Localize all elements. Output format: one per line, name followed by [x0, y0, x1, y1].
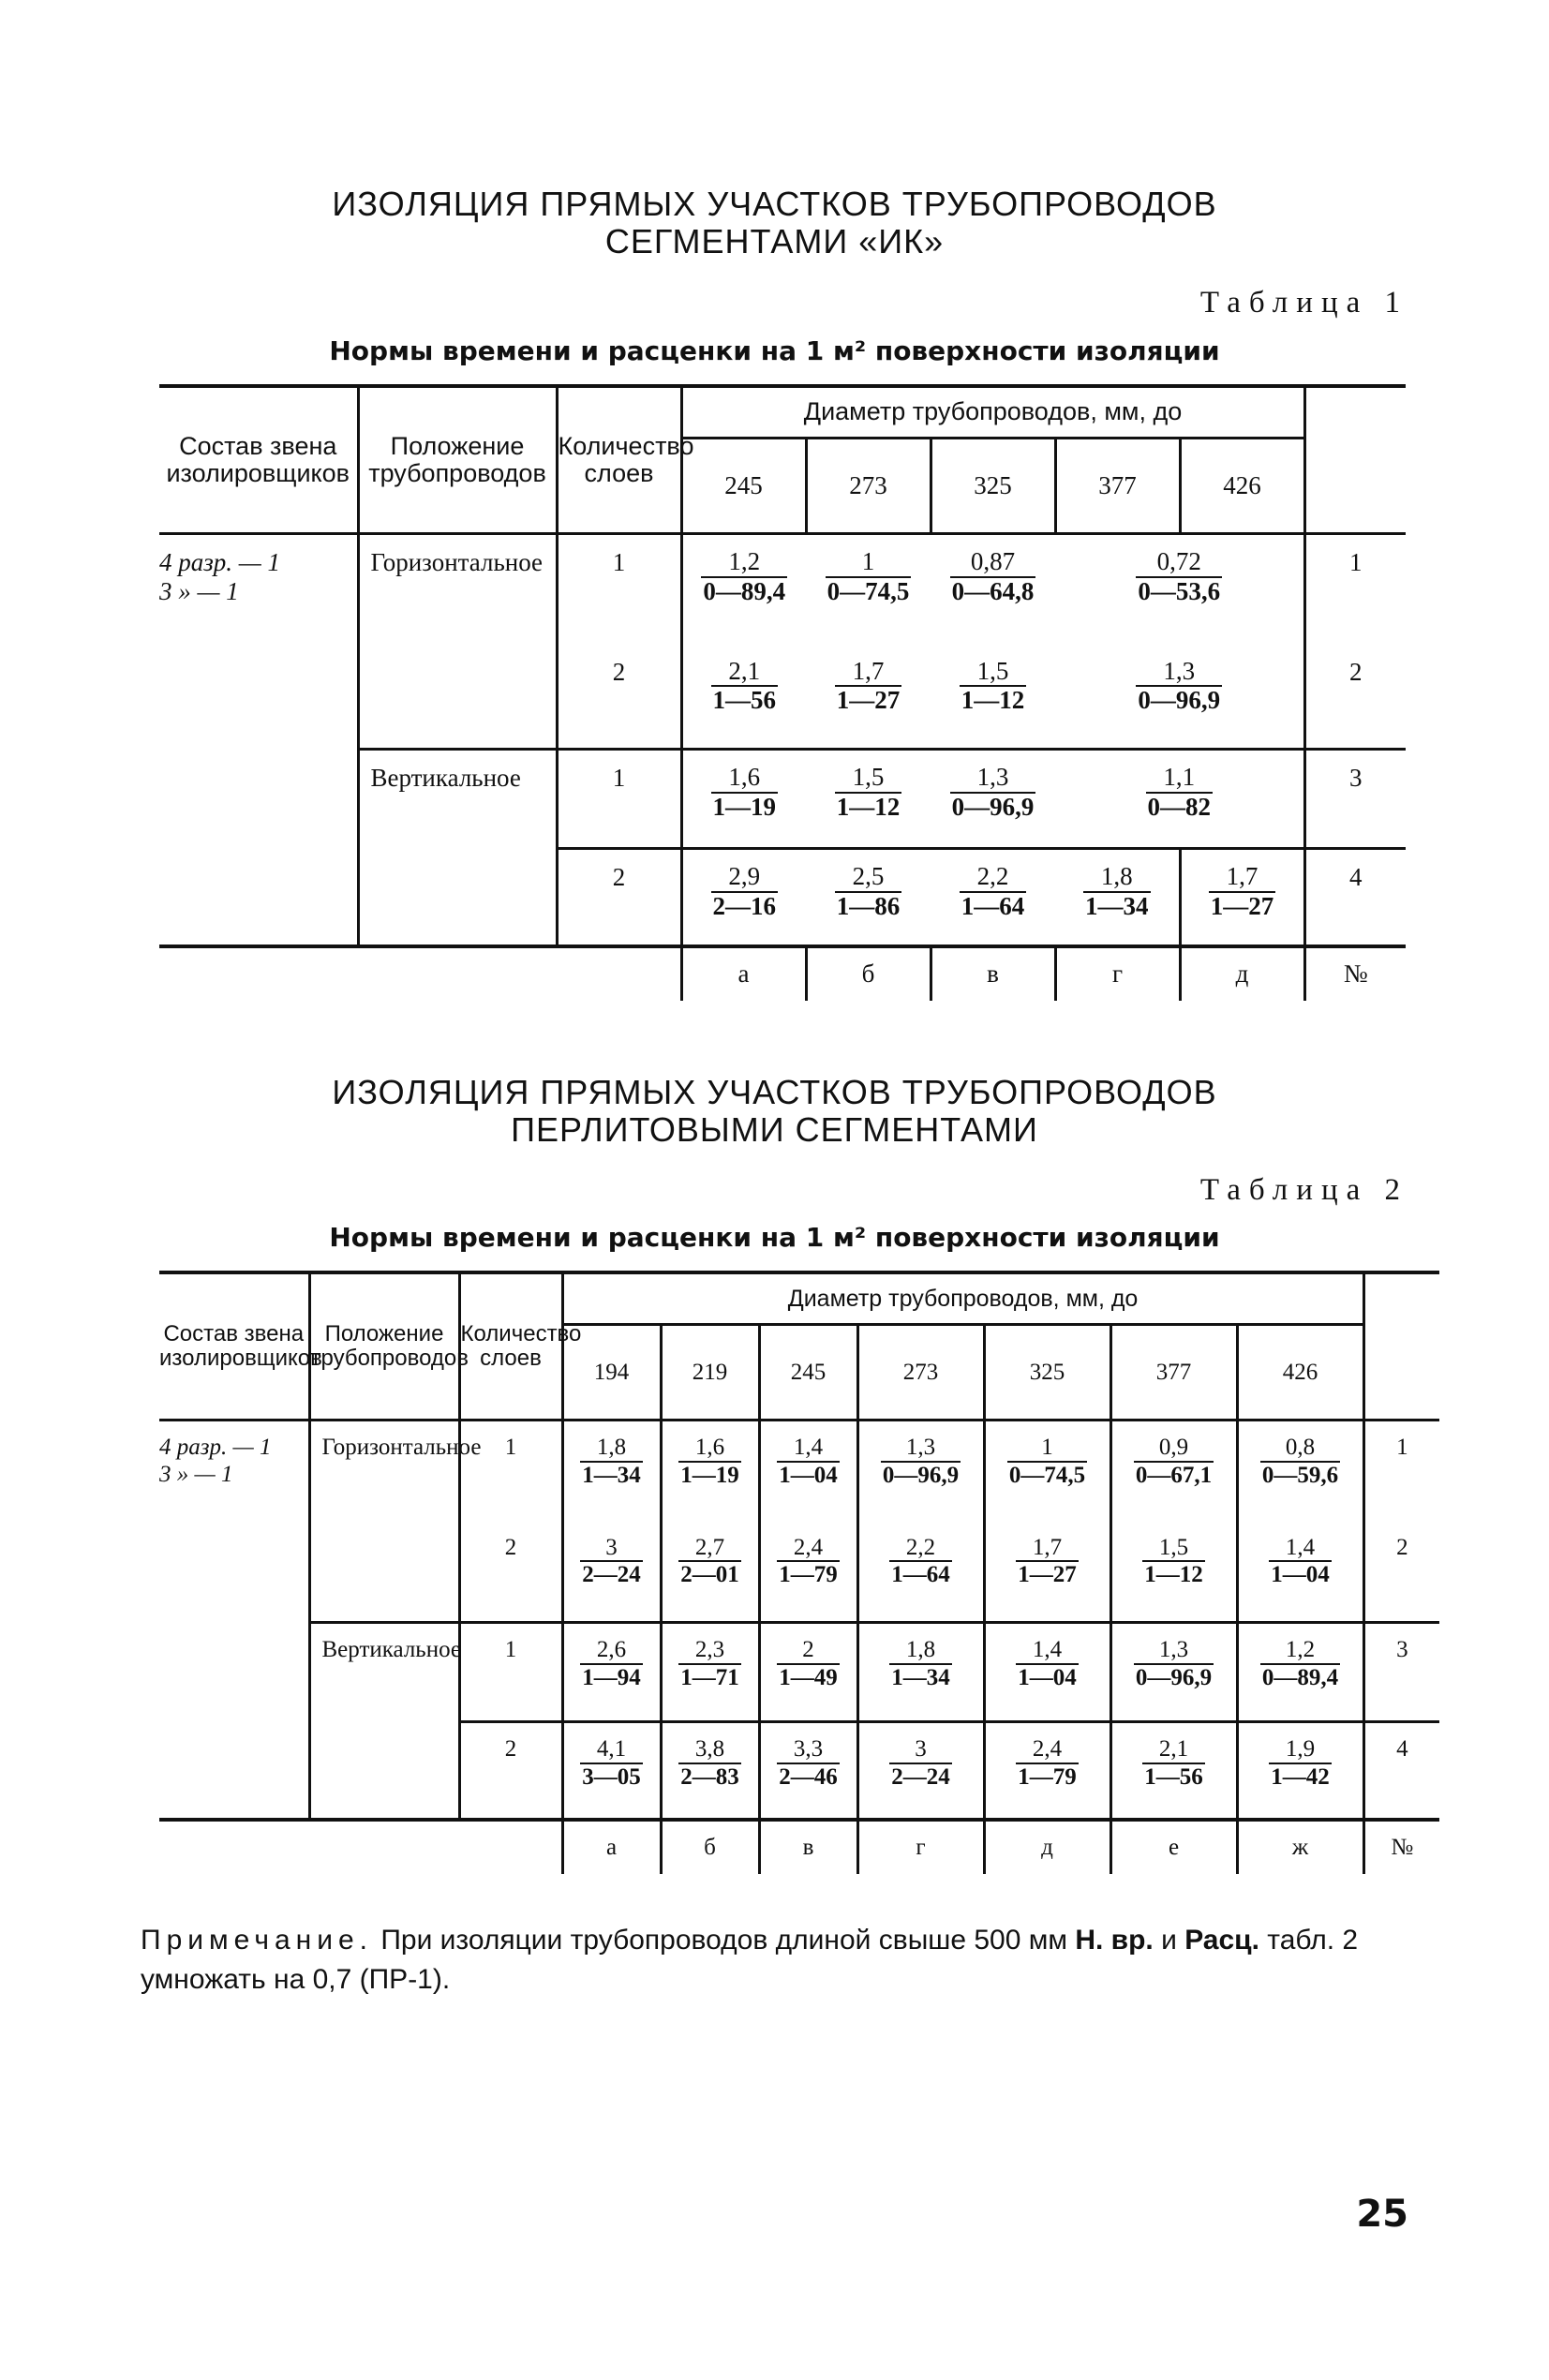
- t1-header-diameter: Диаметр трубопроводов, мм, до: [681, 386, 1304, 439]
- t1-row1-number: 1: [1349, 548, 1363, 576]
- t1-r2-v: $\frac{1,5}{1—12}$: [931, 645, 1055, 750]
- t2-row4-layers: 2: [459, 1722, 562, 1820]
- t1-letter-g: г: [1055, 946, 1180, 1001]
- table1: [159, 384, 1406, 1001]
- t1-crew-line2: 3 » — 1: [159, 577, 239, 606]
- t1-diam-325: 325: [931, 439, 1055, 534]
- t2-diam-219: 219: [661, 1325, 759, 1421]
- footnote-bold-norm: Н. вр.: [1075, 1925, 1154, 1956]
- t1-diam-245: 245: [681, 439, 806, 534]
- table2: [159, 1271, 1439, 1874]
- table2-label: Таблица 2: [1199, 1173, 1408, 1207]
- t2-r3-g: $\frac{1,8}{1—34}$: [857, 1623, 984, 1722]
- t1-row2-layers: 2: [557, 645, 681, 750]
- t2-r2-e: $\frac{1,5}{1—12}$: [1110, 1522, 1237, 1623]
- t2-row1-layers: 1: [459, 1421, 562, 1522]
- t1-position-vertical: Вертикальное: [358, 750, 557, 946]
- footnote-bold-rate: Расц.: [1184, 1925, 1259, 1956]
- t2-r3-a: $\frac{2,6}{1—94}$: [562, 1623, 661, 1722]
- t2-row1-number: 1: [1396, 1435, 1408, 1460]
- t1-header-position: Положение трубопроводов: [358, 386, 557, 534]
- t1-letter-number: №: [1343, 959, 1368, 988]
- t2-letter-g: г: [857, 1820, 984, 1874]
- t1-r2-gd: $\frac{1,3}{0—96,9}$: [1055, 645, 1304, 750]
- t1-r1-v: $\frac{0,87}{0—64,8}$: [951, 547, 1035, 605]
- t2-r4-b: $\frac{3,8}{2—83}$: [661, 1722, 759, 1820]
- t1-r3-a: $\frac{1,6}{1—19}$: [681, 750, 806, 849]
- t2-header-blank: [1363, 1272, 1439, 1421]
- t2-r1-a: $\frac{1,8}{1—34}$: [562, 1421, 661, 1522]
- t1-r2-b: $\frac{1,7}{1—27}$: [806, 645, 931, 750]
- t2-r1-g: $\frac{1,3}{0—96,9}$: [857, 1421, 984, 1522]
- t1-r1-a: $\frac{1,2}{0—89,4}$: [703, 547, 786, 605]
- footnote-text-c: табл. 2 умножать на 0,7 (ПР-1).: [141, 1925, 1359, 1995]
- t2-r1-e: $\frac{0,9}{0—67,1}$: [1110, 1421, 1237, 1522]
- t2-row2-number: 2: [1363, 1522, 1439, 1623]
- t2-r4-d: $\frac{2,4}{1—79}$: [984, 1722, 1110, 1820]
- t1-letter-b: б: [806, 946, 931, 1001]
- t2-letter-zh: ж: [1237, 1820, 1363, 1874]
- t2-r3-v: $\frac{2}{1—49}$: [759, 1623, 857, 1722]
- t2-diam-325: 325: [984, 1325, 1110, 1421]
- footnote: [141, 1921, 1415, 2000]
- t2-header-layers: Количество слоев: [459, 1272, 562, 1421]
- t2-header-crew: Состав звена изолировщиков: [159, 1272, 309, 1421]
- t1-r4-d: $\frac{1,7}{1—27}$: [1180, 849, 1304, 946]
- section1-title-line2: СЕГМЕНТАМИ «ИК»: [604, 222, 945, 260]
- t2-header-position: Положение трубопроводов: [309, 1272, 459, 1421]
- t2-letter-number: №: [1391, 1834, 1414, 1860]
- t1-row3-layers: 1: [557, 750, 681, 849]
- t1-r4-g: $\frac{1,8}{1—34}$: [1055, 849, 1180, 946]
- t2-crew-line1: 4 разр. — 1: [159, 1435, 272, 1460]
- t2-header-diameter: Диаметр трубопроводов, мм, до: [562, 1272, 1363, 1325]
- t2-r1-d: $\frac{1}{0—74,5}$: [984, 1421, 1110, 1522]
- t1-crew: [159, 534, 358, 946]
- t2-letters-blank: [159, 1820, 562, 1874]
- t2-r4-a: $\frac{4,1}{3—05}$: [562, 1722, 661, 1820]
- t2-crew: [159, 1421, 309, 1820]
- t1-r3-b: $\frac{1,5}{1—12}$: [806, 750, 931, 849]
- t2-r4-g: $\frac{3}{2—24}$: [857, 1722, 984, 1820]
- t1-r3-gd: $\frac{1,1}{0—82}$: [1055, 750, 1304, 849]
- t2-r3-zh: $\frac{1,2}{0—89,4}$: [1237, 1623, 1363, 1722]
- t2-r2-d: $\frac{1,7}{1—27}$: [984, 1522, 1110, 1623]
- t1-letter-a: а: [681, 946, 806, 1001]
- footnote-text-b: и: [1153, 1925, 1185, 1956]
- t2-row2-layers: 2: [459, 1522, 562, 1623]
- table1-label: Таблица 1: [1199, 286, 1408, 320]
- t2-position-vertical: Вертикальное: [309, 1623, 459, 1820]
- t1-row2-number: 2: [1304, 645, 1406, 750]
- t2-diam-194: 194: [562, 1325, 661, 1421]
- section2-title-line1: ИЗОЛЯЦИЯ ПРЯМЫХ УЧАСТКОВ ТРУБОПРОВОДОВ: [332, 1073, 1217, 1111]
- t2-crew-line2: 3 » — 1: [159, 1461, 233, 1487]
- t2-position-horizontal: Горизонтальное: [309, 1421, 459, 1623]
- t1-row4-number: 4: [1349, 863, 1363, 891]
- t2-diam-426: 426: [1237, 1325, 1363, 1421]
- footnote-text-a: При изоляции трубопроводов длиной свыше 500 мм: [372, 1925, 1076, 1956]
- t1-diam-426: 426: [1180, 439, 1304, 534]
- t2-r2-v: $\frac{2,4}{1—79}$: [759, 1522, 857, 1623]
- t1-r4-v: $\frac{2,2}{1—64}$: [961, 862, 1025, 920]
- t2-r2-zh: $\frac{1,4}{1—04}$: [1237, 1522, 1363, 1623]
- t2-r1-b: $\frac{1,6}{1—19}$: [661, 1421, 759, 1522]
- t1-header-blank: [1304, 386, 1406, 534]
- t1-header-crew: Состав звена изолировщиков: [159, 386, 358, 534]
- t1-letters-blank: [159, 946, 681, 1001]
- t2-diam-377: 377: [1110, 1325, 1237, 1421]
- t1-diam-377: 377: [1055, 439, 1180, 534]
- section1-title-line1: ИЗОЛЯЦИЯ ПРЯМЫХ УЧАСТКОВ ТРУБОПРОВОДОВ: [332, 185, 1217, 223]
- t2-r4-v: $\frac{3,3}{2—46}$: [759, 1722, 857, 1820]
- t2-letter-e: е: [1110, 1820, 1237, 1874]
- t1-position-horizontal: Горизонтальное: [358, 534, 557, 750]
- t1-letter-d: д: [1180, 946, 1304, 1001]
- t1-row4-layers: 2: [557, 849, 681, 946]
- t2-letter-d: д: [984, 1820, 1110, 1874]
- footnote-label: Примечание.: [141, 1925, 373, 1956]
- table1-caption: Нормы времени и расценки на 1 м² поверхности изоляции: [329, 335, 1220, 366]
- t2-r4-e: $\frac{2,1}{1—56}$: [1110, 1722, 1237, 1820]
- t2-r4-zh: $\frac{1,9}{1—42}$: [1237, 1722, 1363, 1820]
- table2-caption: Нормы времени и расценки на 1 м² поверхности изоляции: [329, 1222, 1220, 1253]
- t2-diam-245: 245: [759, 1325, 857, 1421]
- t2-r2-b: $\frac{2,7}{2—01}$: [661, 1522, 759, 1623]
- t2-letter-b: б: [661, 1820, 759, 1874]
- t2-r3-d: $\frac{1,4}{1—04}$: [984, 1623, 1110, 1722]
- t1-letter-v: в: [931, 946, 1055, 1001]
- t1-header-layers: Количество слоев: [557, 386, 681, 534]
- t2-diam-273: 273: [857, 1325, 984, 1421]
- t2-r2-g: $\frac{2,2}{1—64}$: [857, 1522, 984, 1623]
- t1-r3-v: $\frac{1,3}{0—96,9}$: [931, 750, 1055, 849]
- t2-letter-v: в: [759, 1820, 857, 1874]
- section2-title-line2: ПЕРЛИТОВЫМИ СЕГМЕНТАМИ: [511, 1110, 1038, 1149]
- t2-r1-zh: $\frac{0,8}{0—59,6}$: [1237, 1421, 1363, 1522]
- t2-row3-layers: 1: [459, 1623, 562, 1722]
- t1-r4-b: $\frac{2,5}{1—86}$: [836, 862, 901, 920]
- t2-r3-b: $\frac{2,3}{1—71}$: [661, 1623, 759, 1722]
- t1-diam-273: 273: [806, 439, 931, 534]
- t1-row1-layers: 1: [557, 534, 681, 645]
- t1-r4-a: $\frac{2,9}{2—16}$: [712, 862, 776, 920]
- t1-crew-line1: 4 разр. — 1: [159, 548, 281, 576]
- page-number: 25: [1356, 2193, 1408, 2236]
- t1-r2-a: $\frac{2,1}{1—56}$: [681, 645, 806, 750]
- t2-letter-a: а: [562, 1820, 661, 1874]
- t2-row4-number: 4: [1396, 1736, 1408, 1762]
- t1-r1-gd: $\frac{0,72}{0—53,6}$: [1055, 534, 1304, 645]
- t2-row3-number: 3: [1363, 1623, 1439, 1722]
- t1-r1-b: $\frac{1}{0—74,5}$: [827, 547, 910, 605]
- t2-r3-e: $\frac{1,3}{0—96,9}$: [1110, 1623, 1237, 1722]
- t2-r1-v: $\frac{1,4}{1—04}$: [759, 1421, 857, 1522]
- t2-r2-a: $\frac{3}{2—24}$: [562, 1522, 661, 1623]
- t1-row3-number: 3: [1304, 750, 1406, 849]
